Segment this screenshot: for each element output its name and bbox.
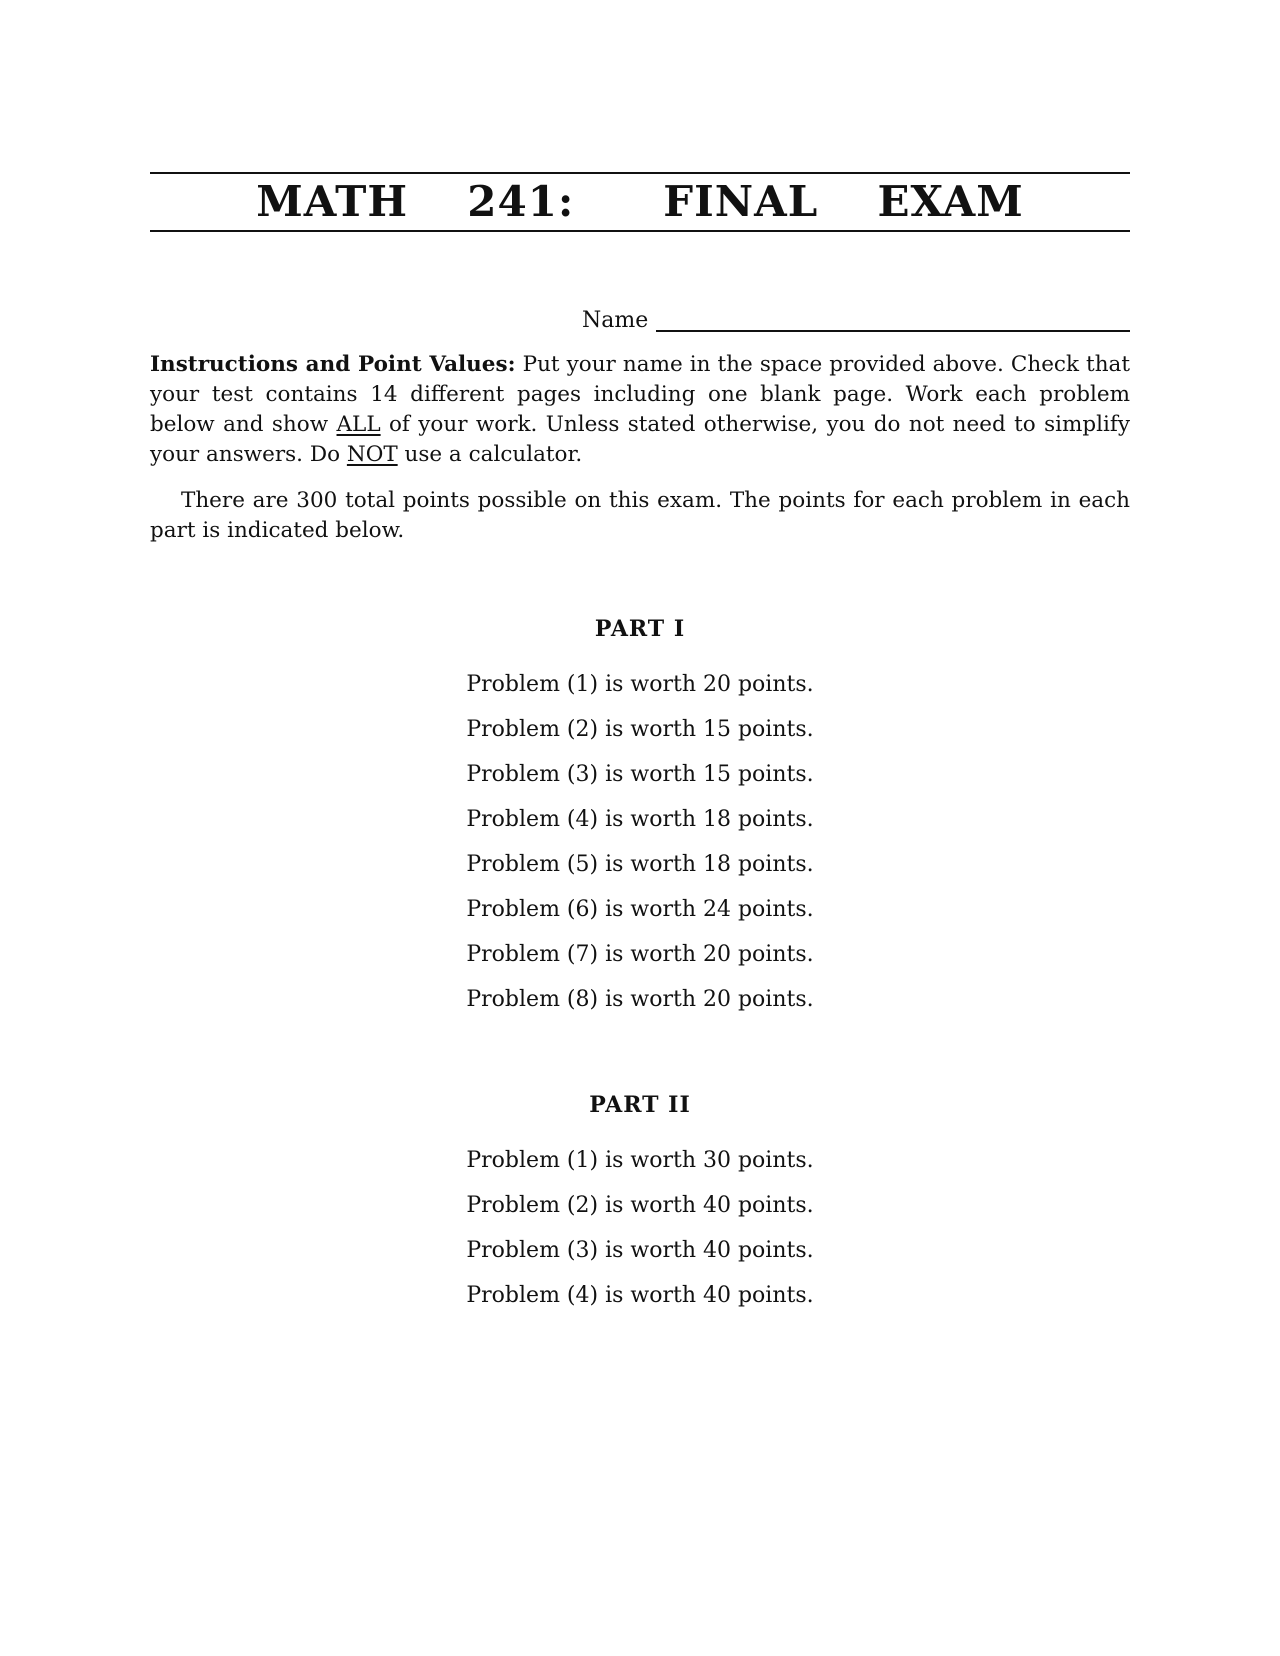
instructions-emphasis-not: NOT (346, 442, 398, 467)
exam-cover-page (150, 172, 1130, 1326)
problem-line: Problem (3) is worth 40 points. (466, 1238, 814, 1263)
problem-line: Problem (3) is worth 15 points. (466, 762, 814, 787)
problem-line: Problem (7) is worth 20 points. (466, 942, 814, 967)
instructions-text-2: of your work. Unless stated otherwise, you do not need to simplify your answers. Do (150, 412, 1130, 467)
total-points-paragraph: There are 300 total points possible on this exam. The points for each problem in each part is indicated below. (150, 488, 1130, 543)
name-row (582, 302, 1130, 332)
problem-line: Problem (6) is worth 24 points. (466, 897, 814, 922)
exam-title: MATH 241: FINAL EXAM (256, 177, 1024, 226)
instructions-paragraph (150, 350, 1130, 470)
part-two-section (150, 1090, 1130, 1326)
title-block (150, 172, 1130, 232)
problem-line: Problem (4) is worth 40 points. (466, 1283, 814, 1308)
problem-line: Problem (8) is worth 20 points. (466, 987, 814, 1012)
part-one-title: PART I (594, 616, 686, 642)
part-one-section (150, 614, 1130, 1030)
problem-line: Problem (5) is worth 18 points. (466, 852, 814, 877)
instructions-heading: Instructions and Point Values: (150, 352, 516, 377)
instructions-emphasis-all: ALL (336, 412, 381, 437)
problem-line: Problem (1) is worth 20 points. (466, 672, 814, 697)
problem-line: Problem (4) is worth 18 points. (466, 807, 814, 832)
problem-line: Problem (1) is worth 30 points. (466, 1148, 814, 1173)
instructions-text-3: use a calculator. (397, 442, 583, 467)
problem-line: Problem (2) is worth 40 points. (466, 1193, 814, 1218)
name-label: Name (582, 308, 649, 333)
part-two-title: PART II (589, 1092, 691, 1118)
name-blank-line[interactable] (656, 308, 1130, 332)
instructions-text-1: Put your name in the space provided above. Check that your test contains 14 different pages including one blank page. Work each problem below and show (150, 352, 1130, 437)
problem-line: Problem (2) is worth 15 points. (466, 717, 814, 742)
